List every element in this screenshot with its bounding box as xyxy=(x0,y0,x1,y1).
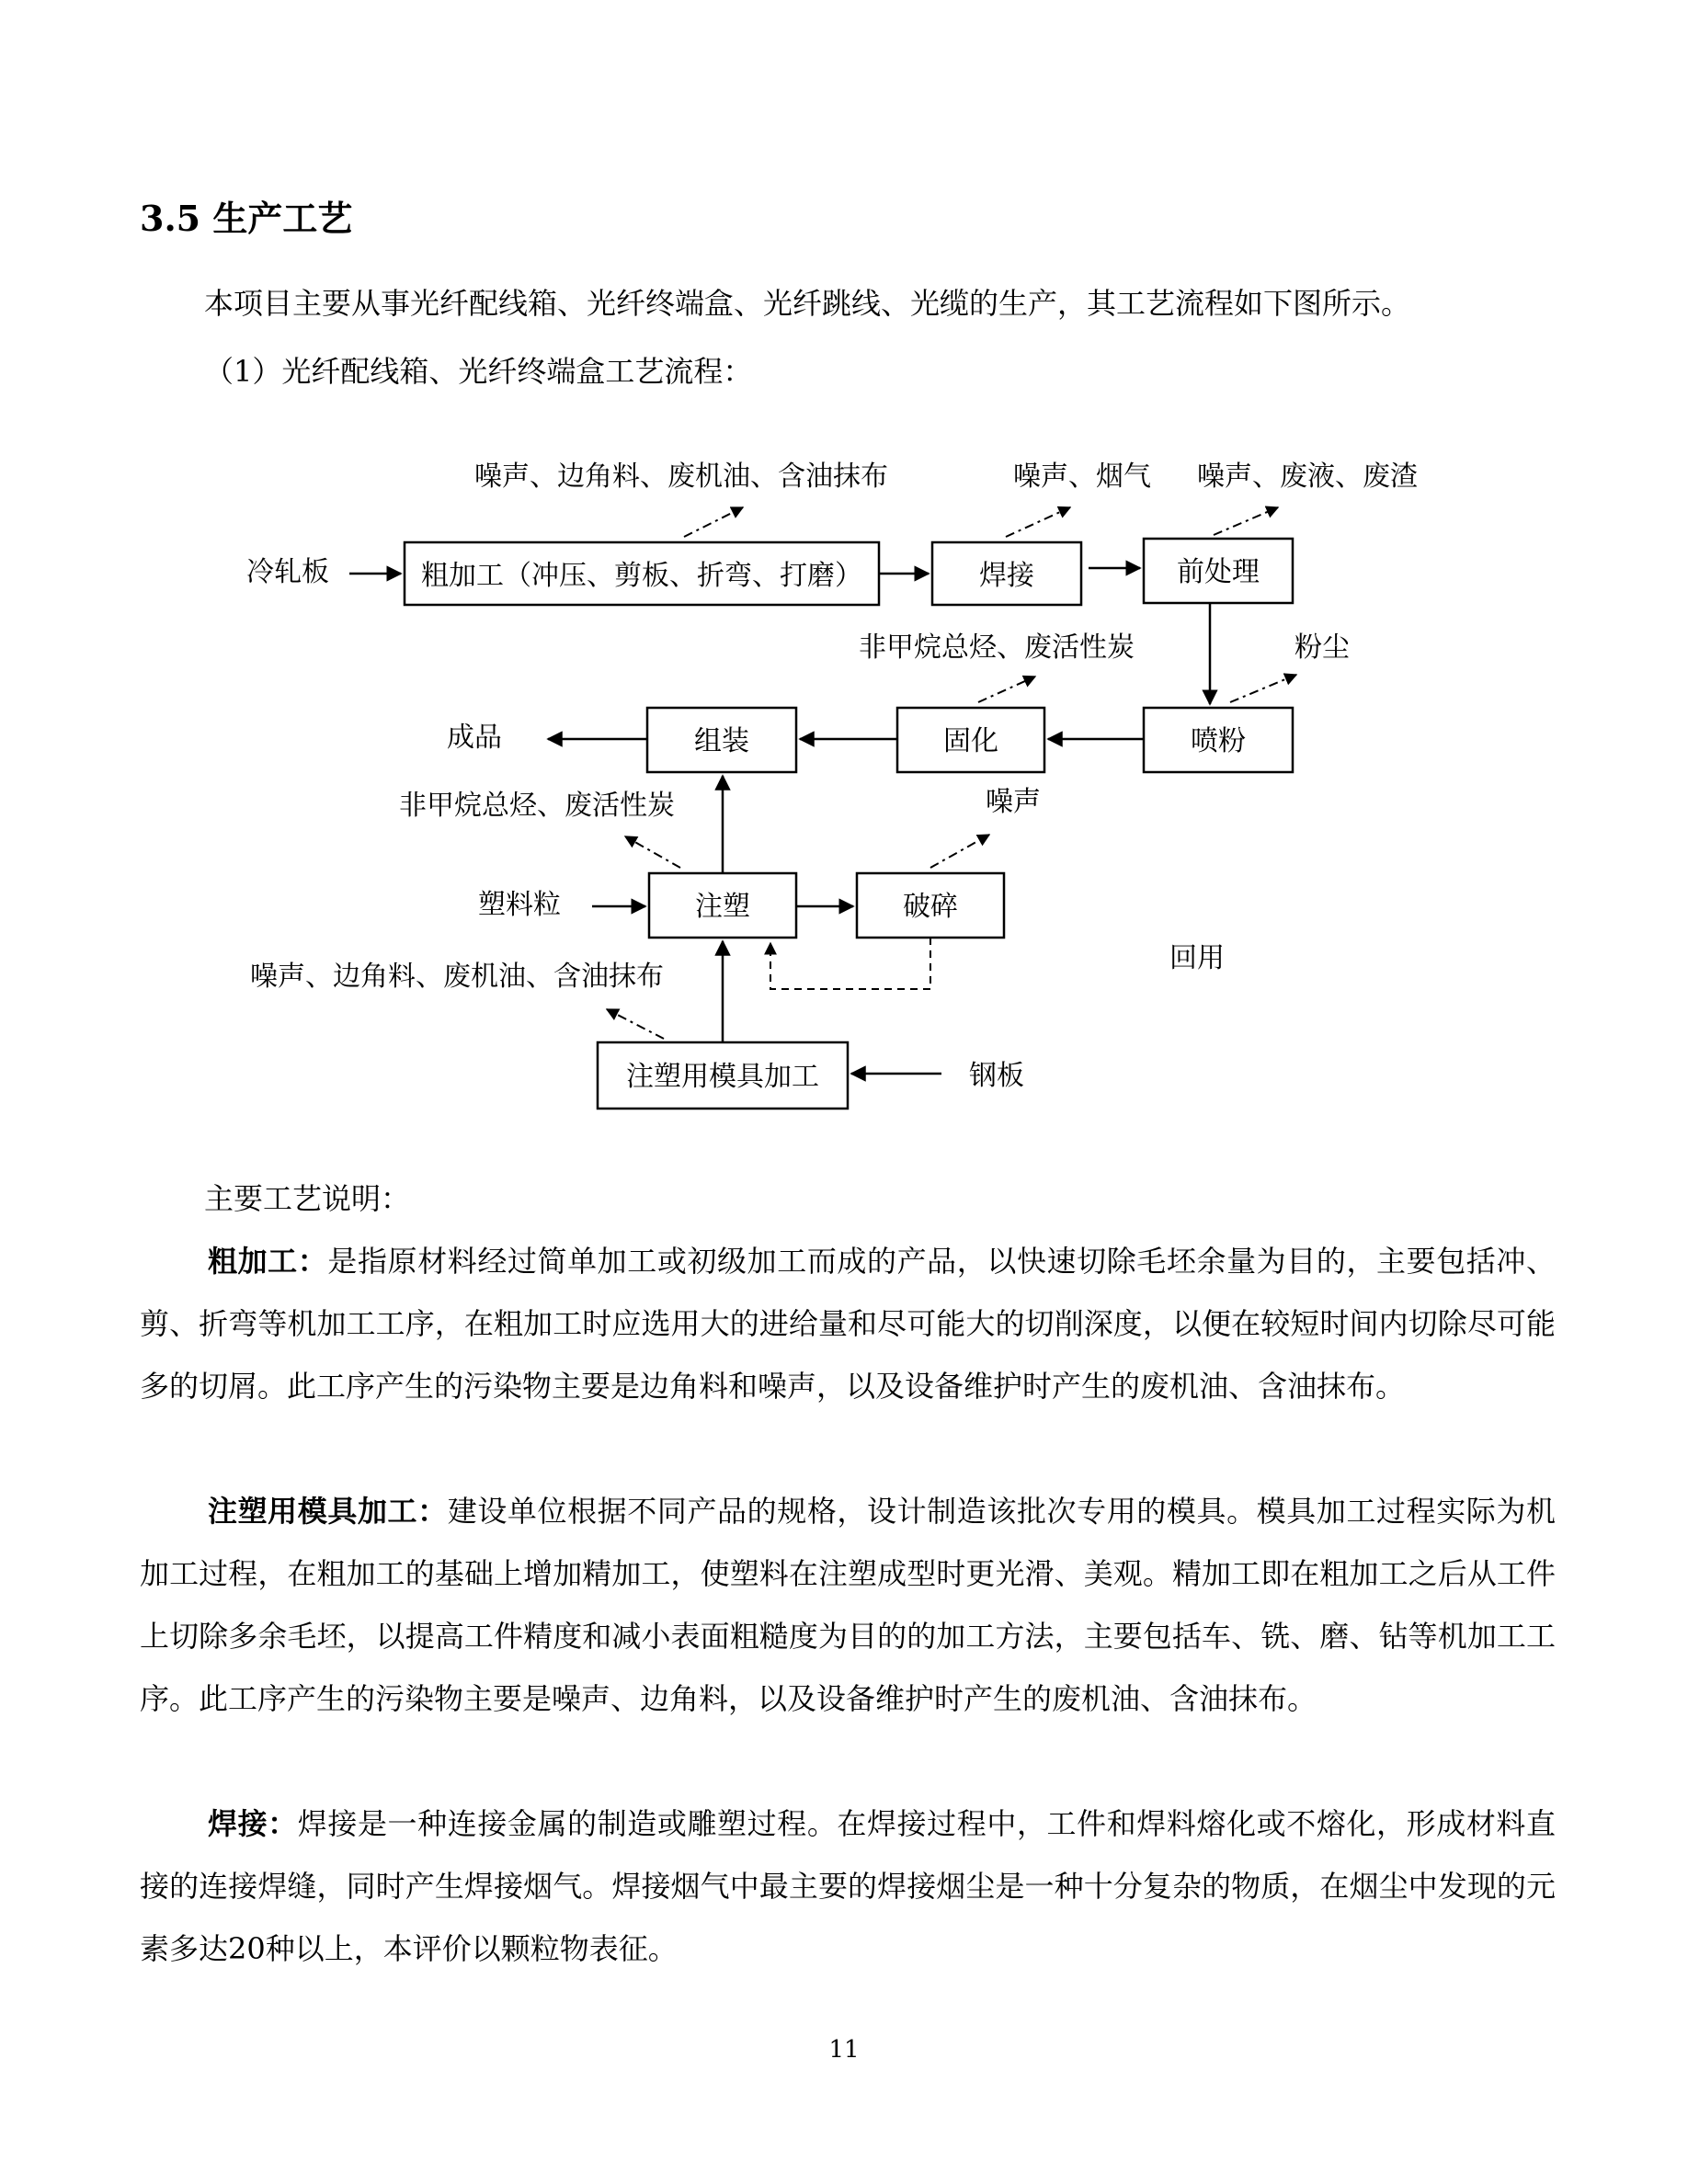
text-mold-processing: 建设单位根据不同产品的规格，设计制造该批次专用的模具。模具加工过程实际为机加工过程，在粗加工的基础上增加精加工，使塑料在注塑成型时更光滑、美观。精加工即在粗加工之后从工件上切除多余毛坯，以提高工件精度和减小表面粗糙度为目的的加工方法，主要包括车、铣、磨、钻等机加工工序。此工序产生的污染物主要是噪声、边角料，以及设备维护时产生的废机油、含油抹布。 xyxy=(140,1494,1556,1716)
node-pretreatment xyxy=(1144,539,1293,603)
label-weld-emissions: 噪声、烟气 xyxy=(1013,461,1151,493)
svg-text:注塑: 注塑 xyxy=(695,891,750,923)
paragraph-mold-processing xyxy=(140,1480,1556,1730)
label-cold-rolled-plate: 冷轧板 xyxy=(246,556,329,588)
svg-text:破碎: 破碎 xyxy=(903,891,958,923)
term-mold-processing: 注塑用模具加工： xyxy=(208,1494,448,1529)
process-description-title: 主要工艺说明： xyxy=(204,1181,411,1216)
section-heading: 3.5 生产工艺 xyxy=(140,198,353,239)
node-injection-molding xyxy=(649,873,796,938)
svg-text:组装: 组装 xyxy=(694,725,749,757)
node-curing xyxy=(897,708,1044,772)
label-crush-noise: 噪声 xyxy=(986,786,1041,818)
svg-text:焊接: 焊接 xyxy=(979,560,1034,592)
label-finished-product: 成品 xyxy=(447,722,502,754)
node-assembly xyxy=(647,708,796,772)
svg-text:喷粉: 喷粉 xyxy=(1191,725,1246,757)
recycle-loop xyxy=(770,938,930,989)
label-reuse: 回用 xyxy=(1169,942,1225,974)
node-powder-spray xyxy=(1144,708,1293,772)
page-number: 11 xyxy=(828,2036,860,2064)
label-inject-emissions: 非甲烷总烃、废活性炭 xyxy=(399,790,675,822)
label-steel-plate: 钢板 xyxy=(969,1060,1024,1092)
svg-text:粗加工（冲压、剪板、折弯、打磨）: 粗加工（冲压、剪板、折弯、打磨） xyxy=(421,560,862,592)
node-rough-processing xyxy=(405,542,879,605)
node-mold-processing xyxy=(598,1042,848,1109)
label-dust: 粉尘 xyxy=(1295,631,1350,664)
term-welding: 焊接： xyxy=(208,1806,298,1841)
paragraph-rough-processing xyxy=(140,1230,1556,1417)
label-plastic-pellets: 塑料粒 xyxy=(478,889,561,921)
svg-text:前处理: 前处理 xyxy=(1177,556,1260,588)
label-pretreat-emissions: 噪声、废液、废渣 xyxy=(1197,461,1418,493)
node-crushing xyxy=(857,873,1004,938)
paragraph-welding xyxy=(140,1792,1556,1980)
label-rough-emissions: 噪声、边角料、废机油、含油抹布 xyxy=(474,461,888,493)
text-welding: 焊接是一种连接金属的制造或雕塑过程。在焊接过程中，工件和焊料熔化或不熔化，形成材料直接的连接焊缝，同时产生焊接烟气。焊接烟气中最主要的焊接烟尘是一种十分复杂的物质，在烟尘中发现的元素多达20种以上，本评价以颗粒物表征。 xyxy=(140,1806,1556,1966)
svg-text:注塑用模具加工: 注塑用模具加工 xyxy=(626,1061,819,1093)
intro-text: 本项目主要从事光纤配线箱、光纤终端盒、光纤跳线、光缆的生产，其工艺流程如下图所示。 xyxy=(204,286,1411,321)
label-cure-emissions: 非甲烷总烃、废活性炭 xyxy=(859,631,1135,664)
term-rough-processing: 粗加工： xyxy=(208,1244,328,1279)
label-mold-emissions: 噪声、边角料、废机油、含油抹布 xyxy=(250,961,664,993)
text-rough-processing: 是指原材料经过简单加工或初级加工而成的产品，以快速切除毛坯余量为目的，主要包括冲、剪、折弯等机加工工序，在粗加工时应选用大的进给量和尽可能大的切削深度，以便在较短时间内切除尽可能多的切屑。此工序产生的污染物主要是边角料和噪声，以及设备维护时产生的废机油、含油抹布。 xyxy=(140,1244,1556,1404)
node-welding xyxy=(932,542,1081,605)
flow-subheading: （1）光纤配线箱、光纤终端盒工艺流程： xyxy=(204,354,753,389)
svg-text:固化: 固化 xyxy=(943,725,998,757)
